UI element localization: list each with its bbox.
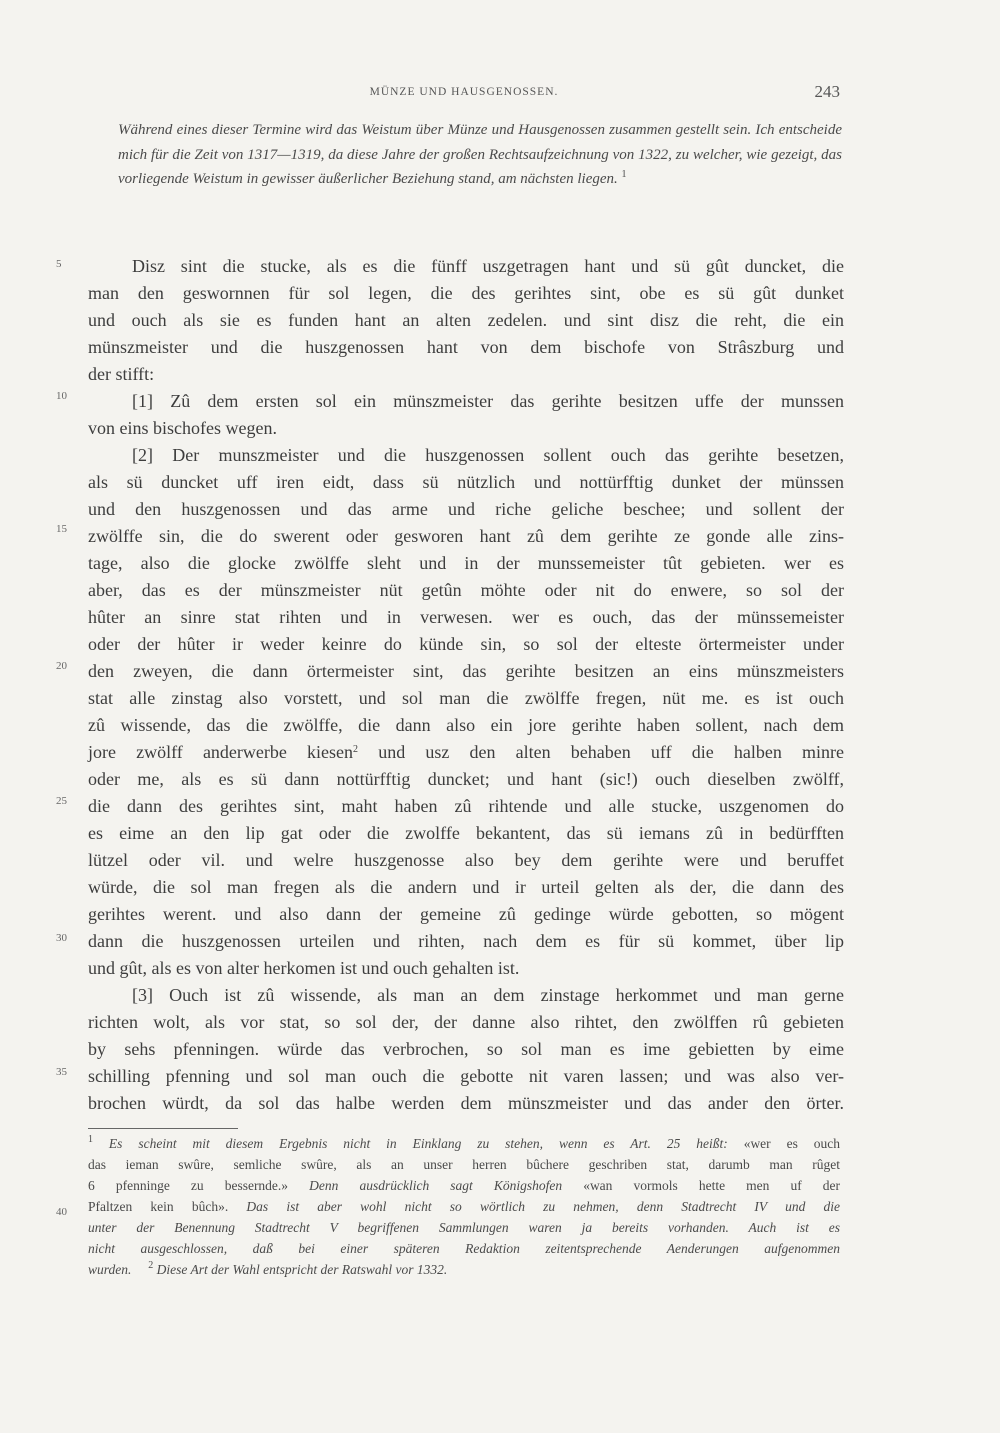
text-line: und ouch als sie es funden hant an alten zedelen. und sint disz die reht, die ein [88, 310, 844, 330]
text-line: by sehs pfenningen. würde das verbrochen, so sol man es ime gebietten by eime [88, 1039, 844, 1059]
text-line: und gût, als es von alter herkomen ist und ouch gehalten ist. [88, 958, 520, 978]
footnote-reference: 1 [621, 169, 627, 180]
text-line: schilling pfenning und sol man ouch die gebotte nit varen lassen; und was also ver- [88, 1066, 844, 1086]
line-number: 5 [56, 258, 62, 270]
line-number: 10 [56, 390, 67, 402]
line-number: 30 [56, 932, 67, 944]
line-number: 20 [56, 660, 67, 672]
intro-paragraph [118, 118, 842, 192]
text-line: lützel oder vil. und welre huszgenosse also bey dem gerihte were und beruffet [88, 850, 844, 870]
line-number: 35 [56, 1066, 67, 1078]
footnote-reference: 2 [353, 744, 359, 755]
text-line: zû wissende, das die zwölffe, die dann also ein jore gerihte haben sollent, nach dem [88, 715, 844, 735]
text-line: aber, das es der münszmeister nüt getûn möhte oder nit do enwere, so sol der [88, 580, 844, 600]
text-segment: 6 pfenninge zu bessernde.» [88, 1178, 289, 1193]
intro-text: Während eines dieser Termine wird das Weistum über Münze und Hausgenossen zusammen gestellt sein. Ich entscheide mich für die Zeit von 1317—1319, da diese Jahre der großen Rechtsaufzeichnung von 1322, zu welcher, wie gezeigt, das vorliegende Weistum in gewisser äußerlicher Beziehung stand, am nächsten liegen. [118, 122, 842, 187]
footnote-marker: 1 [88, 1134, 93, 1145]
footnote-line: unter der Benennung Stadtrecht V begriffenen Sammlungen waren ja bereits vorhanden. Auch ist es [88, 1220, 840, 1235]
text-line: würde, die sol man fregen als die andern und ir urteil gelten als der, die dann des [88, 877, 844, 897]
text-line: tage, also die glocke zwölffe sleht und in der munssemeister tût gebieten. wer es [88, 553, 844, 573]
text-line: man den geswornnen für sol legen, die des gerihtes sint, obe es sü gût dunket [88, 283, 844, 303]
line-number: 40 [56, 1206, 67, 1218]
text-segment: und usz den alten behaben uff die halben minre [378, 742, 844, 762]
text-line: den zweyen, die dann örtermeister sint, das gerihte besitzen an eins münszmeisters [88, 661, 844, 681]
text-segment: «wan vormols hette men uf der [583, 1178, 841, 1193]
text-line: münszmeister und die huszgenossen hant von dem bischofe von Strâszburg und [88, 337, 844, 357]
line-number: 15 [56, 523, 67, 535]
text-line: gerihtes werent. und also dann der gemeine zû gedinge würde gebotten, so mögent [88, 904, 844, 924]
running-head: MÜNZE UND HAUSGENOSSEN. [369, 86, 559, 98]
page-number: 243 [814, 82, 840, 101]
text-segment: Denn ausdrücklich sagt Königshofen [309, 1178, 563, 1193]
footnote-line [88, 1260, 840, 1280]
text-line: es eime an den lip gat oder die zwolffe bekantent, das sü iemans zû in bedürfften [88, 823, 844, 843]
footnote-line [88, 1197, 840, 1217]
text-line: stat alle zinstag also vorstett, und sol man die zwölffe fregen, nüt me. es ist ouch [88, 688, 844, 708]
text-line: und den huszgenossen und das arme und riche geliche beschee; und sollent der [88, 499, 844, 519]
text-line: [2] Der munszmeister und die huszgenossen sollent ouch das gerihte besetzen, [132, 445, 844, 465]
text-segment: wurden. [88, 1262, 132, 1277]
footnote-marker: 2 [148, 1260, 154, 1271]
text-line: richten wolt, als vor stat, so sol der, der danne also rihtet, den zwölffen rû gebieten [88, 1012, 844, 1032]
line-number: 25 [56, 795, 67, 807]
text-line: brochen würdt, da sol das halbe werden dem münszmeister und das ander den örter. [88, 1093, 844, 1113]
text-segment: Diese Art der Wahl entspricht der Ratswahl vor 1332. [156, 1262, 448, 1277]
page-header [88, 80, 840, 104]
text-line: oder der hûter ir weder keinre do künde sin, so sol der elteste örtermeister under [88, 634, 844, 654]
text-segment: Es scheint mit diesem Ergebnis nicht in Einklang zu stehen, wenn es Art. 25 heißt: [108, 1136, 728, 1151]
footnote-line [88, 1176, 840, 1196]
text-line: dann die huszgenossen urteilen und rihten, nach dem es für sü kommet, über lip [88, 931, 844, 951]
text-segment: jore zwölff anderwerbe kiesen [88, 742, 354, 762]
footnote-divider [88, 1128, 238, 1129]
text-segment: «wer es ouch [743, 1136, 841, 1151]
text-line: [1] Zû dem ersten sol ein münszmeister das gerihte besitzen uffe der munssen [132, 391, 844, 411]
text-line: oder me, als es sü dann nottürfftig duncket; und hant (sic!) ouch dieselben zwölff, [88, 769, 844, 789]
footnote-line: das ieman swûre, semliche swûre, als an unser herren bûchere geschriben stat, darumb man rûget [88, 1157, 840, 1172]
footnote-line: nicht ausgeschlossen, daß bei einer späteren Redaktion zeitentsprechende Aenderungen aufgenommen [88, 1241, 840, 1256]
text-line: zwölffe sin, die do swerent oder gesworen hant zû dem gerihte ze gonde alle zins- [88, 526, 844, 546]
text-segment: Das ist aber wohl nicht so wörtlich zu nehmen, denn Stadtrecht IV und die [246, 1199, 841, 1214]
text-line: der stifft: [88, 364, 155, 384]
text-line: [3] Ouch ist zû wissende, als man an dem zinstage herkommet und man gerne [132, 985, 844, 1005]
footnote-line [88, 1134, 840, 1154]
text-line: hûter an sinre stat rihten und in verwesen. wer es ouch, das der münssemeister [88, 607, 844, 627]
text-line: die dann des gerihtes sint, maht haben zû rihtende und alle stucke, uszgenomen do [88, 796, 844, 816]
text-line [88, 738, 844, 766]
text-line: Disz sint die stucke, als es die fünff uszgetragen hant und sü gût duncket, die [132, 256, 844, 276]
text-line: von eins bischofes wegen. [88, 418, 277, 438]
text-segment: Pfaltzen kein bûch». [88, 1199, 229, 1214]
text-line: als sü duncket uff iren eidt, dass sü nützlich und nottürfftig dunket der münssen [88, 472, 844, 492]
